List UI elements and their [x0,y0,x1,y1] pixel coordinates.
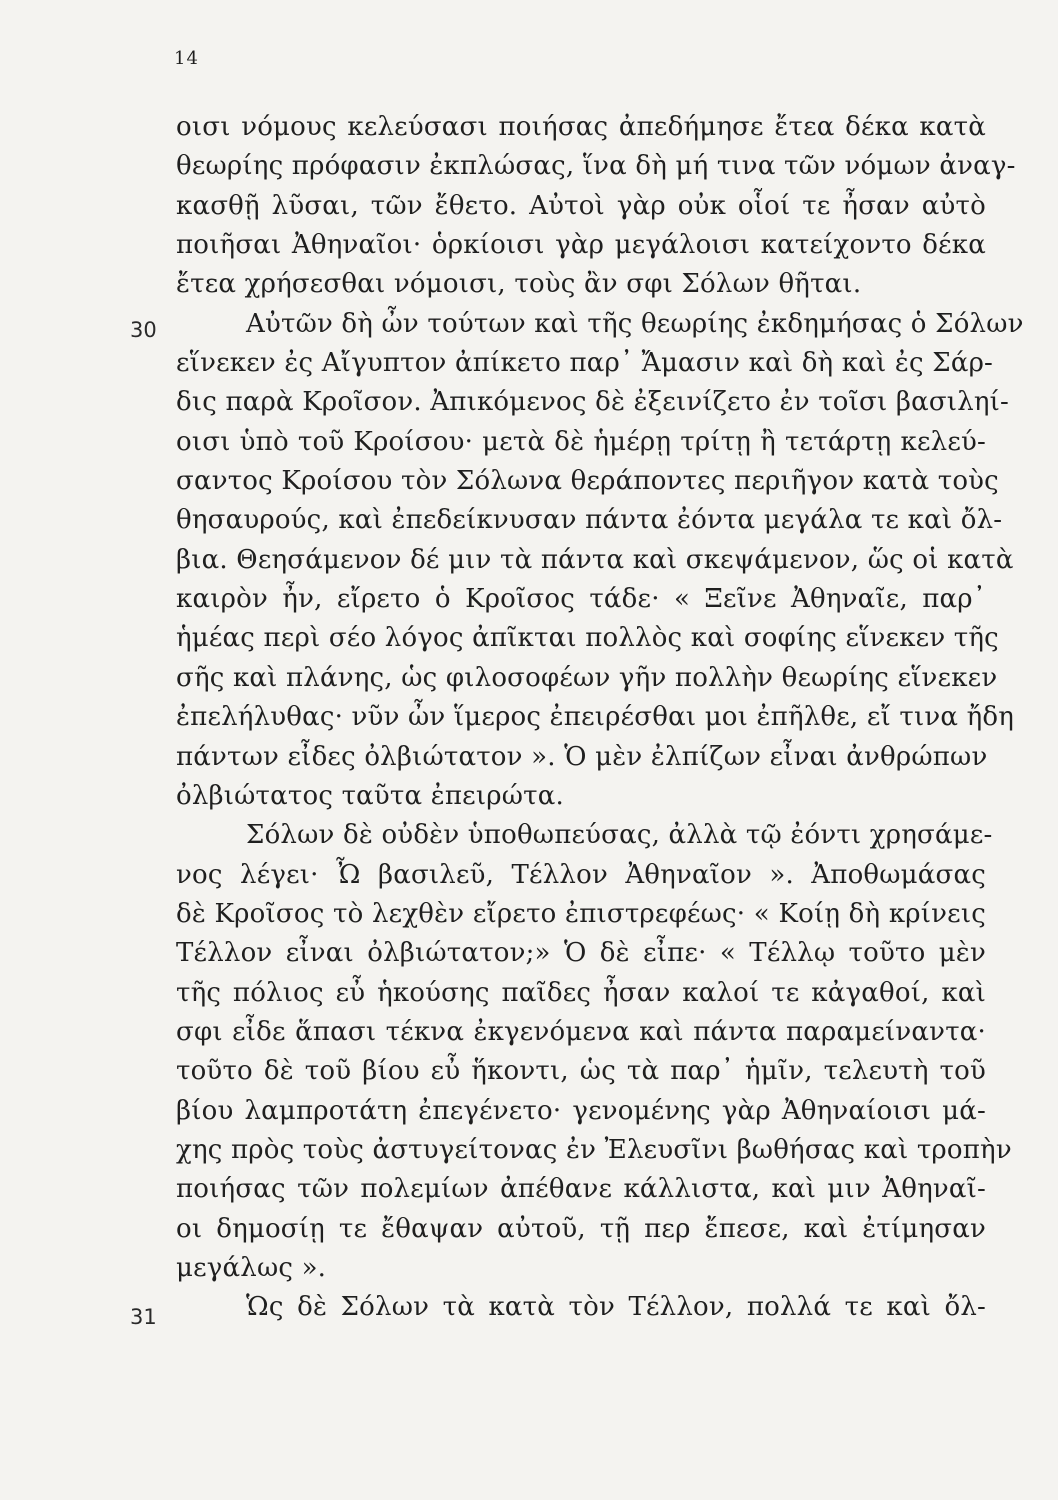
text-line: ἐπελήλυθας· νῦν ὦν ἵμερος ἐπειρέσθαι μοι ἐπῆλθε, εἴ τινα ἤδη [176,702,1015,733]
text-line: δις παρὰ Κροῖσον. Ἀπικόμενος δὲ ἐξεινίζετο ἐν τοῖσι βασιληί- [176,387,1010,418]
text-line: Ὡς δὲ Σόλων τὰ κατὰ τὸν Τέλλον, πολλά τε καὶ ὄλ- [246,1292,986,1323]
section-number-31: 31 [130,1305,157,1329]
text-line: τοῦτο δὲ τοῦ βίου εὖ ἥκοντι, ὡς τὰ παρ᾽ ἡμῖν, τελευτὴ τοῦ [176,1056,986,1087]
text-line: οι δημοσίῃ τε ἔθαψαν αὐτοῦ, τῇ περ ἔπεσε, καὶ ἐτίμησαν [176,1213,986,1244]
text-line: Αὐτῶν δὴ ὦν τούτων καὶ τῆς θεωρίης ἐκδημήσας ὁ Σόλων [246,308,1024,339]
text-line: κασθῇ λῦσαι, τῶν ἔθετο. Αὐτοὶ γὰρ οὐκ οἷοί τε ἦσαν αὐτὸ [176,190,986,221]
text-line: σαντος Κροίσου τὸν Σόλωνα θεράποντες περιῆγον κατὰ τοὺς [176,466,999,497]
text-line: ποιήσας τῶν πολεμίων ἀπέθανε κάλλιστα, καὶ μιν Ἀθηναῖ- [176,1174,986,1205]
text-line: ποιῆσαι Ἀθηναῖοι· ὁρκίοισι γὰρ μεγάλοισι κατείχοντο δέκα [176,230,986,261]
text-line: βίου λαμπροτάτη ἐπεγένετο· γενομένης γὰρ Ἀθηναίοισι μά- [176,1095,986,1126]
text-line: εἵνεκεν ἐς Αἴγυπτον ἀπίκετο παρ᾽ Ἄμασιν καὶ δὴ καὶ ἐς Σάρ- [176,348,994,379]
section-number-30: 30 [130,318,157,342]
text-line: οισι ὑπὸ τοῦ Κροίσου· μετὰ δὲ ἡμέρῃ τρίτῃ ἢ τετάρτῃ κελεύ- [176,426,986,457]
text-line: καιρὸν ἦν, εἴρετο ὁ Κροῖσος τάδε· « Ξεῖνε Ἀθηναῖε, παρ᾽ [176,584,986,615]
text-line: σφι εἶδε ἅπασι τέκνα ἐκγενόμενα καὶ πάντα παραμείναντα· [176,1016,986,1047]
text-line: ἡμέας περὶ σέο λόγος ἀπῖκται πολλὸς καὶ σοφίης εἵνεκεν τῆς [176,623,999,654]
text-line: οισι νόμους κελεύσασι ποιήσας ἀπεδήμησε ἔτεα δέκα κατὰ [176,112,986,142]
text-line: βια. Θεησάμενον δέ μιν τὰ πάντα καὶ σκεψάμενον, ὥς οἱ κατὰ [176,544,1014,575]
text-line: μεγάλως ». [176,1252,327,1283]
text-line: τῆς πόλιος εὖ ἡκούσης παῖδες ἦσαν καλοί τε κἀγαθοί, καὶ [176,977,986,1008]
text-line: χης πρὸς τοὺς ἀστυγείτονας ἐν Ἐλευσῖνι βωθήσας καὶ τροπὴν [176,1134,1012,1165]
text-line: νος λέγει· Ὦ βασιλεῦ, Τέλλον Ἀθηναῖον ». Ἀποθωμάσας [176,859,986,890]
text-line: πάντων εἶδες ὀλβιώτατον ». Ὁ μὲν ἐλπίζων εἶναι ἀνθρώπων [176,741,988,772]
text-line: Σόλων δὲ οὐδὲν ὑποθωπεύσας, ἀλλὰ τῷ ἐόντι χρησάμε- [246,820,993,851]
text-line: ὀλβιώτατος ταῦτα ἐπειρώτα. [176,780,564,811]
text-line: σῆς καὶ πλάνης, ὡς φιλοσοφέων γῆν πολλὴν θεωρίης εἵνεκεν [176,662,998,693]
page-number: 14 [174,48,199,69]
text-line: ἔτεα χρήσεσθαι νόμοισι, τοὺς ἂν σφι Σόλων θῆται. [176,269,862,300]
text-line: θεωρίης πρόφασιν ἐκπλώσας, ἵνα δὴ μή τινα τῶν νόμων ἀναγ- [176,151,1016,182]
text-line: θησαυρούς, καὶ ἐπεδείκνυσαν πάντα ἐόντα μεγάλα τε καὶ ὄλ- [176,505,1003,536]
greek-text-body [176,108,1024,1328]
text-line: δὲ Κροῖσος τὸ λεχθὲν εἴρετο ἐπιστρεφέως· « Κοίῃ δὴ κρίνεις [176,898,986,929]
text-line: Τέλλον εἶναι ὀλβιώτατον;» Ὁ δὲ εἶπε· « Τέλλῳ τοῦτο μὲν [176,938,986,969]
